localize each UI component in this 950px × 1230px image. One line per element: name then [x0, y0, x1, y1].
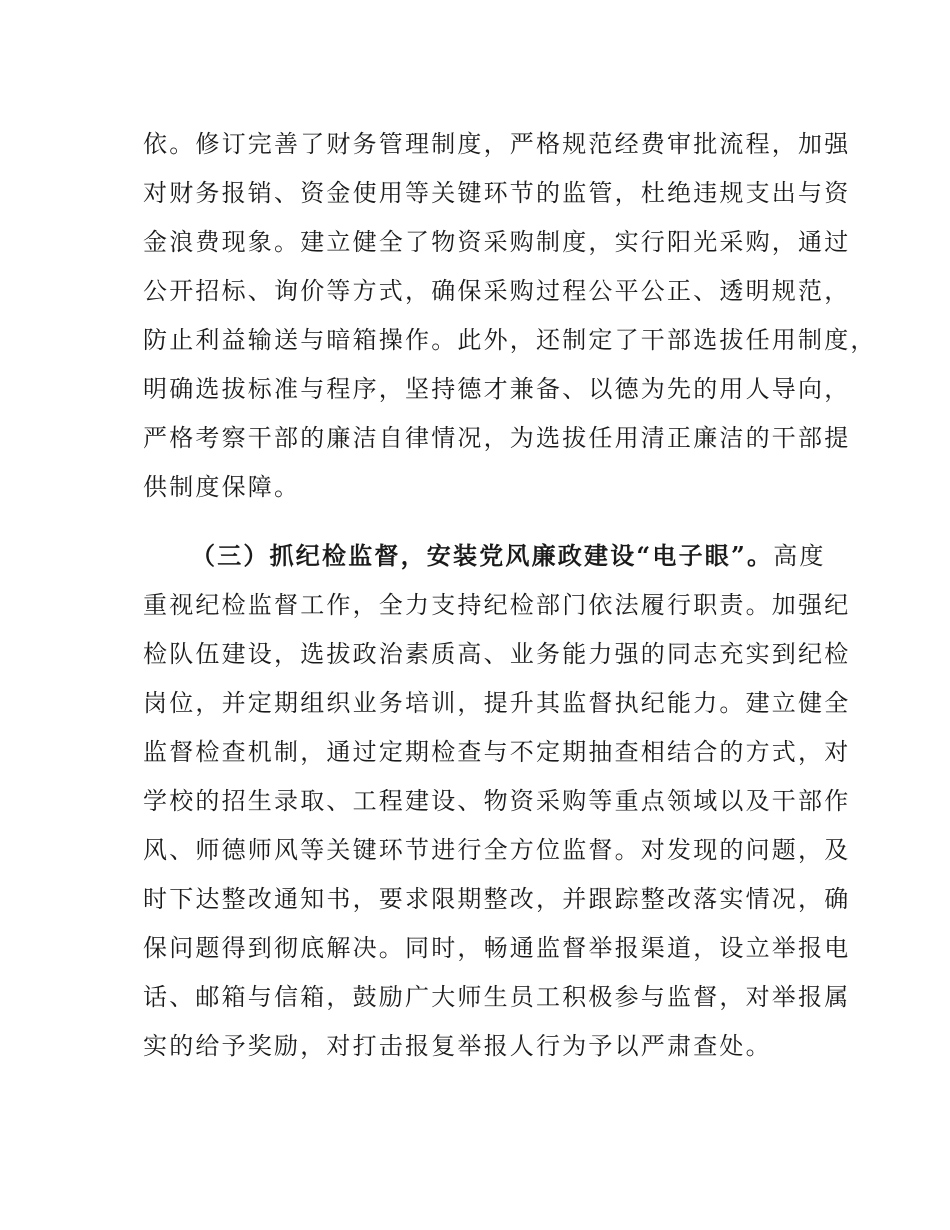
- text-line: 严格考察干部的廉洁自律情况，为选拔任用清正廉洁的干部提: [143, 424, 851, 452]
- text-line: 时下达整改通知书，要求限期整改，并跟踪整改落实情况，确: [143, 885, 851, 913]
- section-heading: （三）抓纪检监督，安装党风廉政建设“电子眼”。: [191, 541, 774, 570]
- text-line: 供制度保障。: [143, 473, 301, 501]
- text-line: 公开招标、询价等方式，确保采购过程公平公正、透明规范，: [143, 277, 851, 305]
- text-line: 实的给予奖励，对打击报复举报人行为予以严肃查处。: [143, 1032, 772, 1060]
- text-line: 岗位，并定期组织业务培训，提升其监督执纪能力。建立健全: [143, 689, 851, 717]
- text-line: 金浪费现象。建立健全了物资采购制度，实行阳光采购，通过: [143, 228, 851, 256]
- text-line: 风、师德师风等关键环节进行全方位监督。对发现的问题，及: [143, 836, 851, 864]
- text-line: 对财务报销、资金使用等关键环节的监管，杜绝违规支出与资: [143, 179, 851, 207]
- text-line: 话、邮箱与信箱，鼓励广大师生员工积极参与监督，对举报属: [143, 983, 851, 1011]
- text-line: 依。修订完善了财务管理制度，严格规范经费审批流程，加强: [143, 130, 851, 158]
- text-line: 监督检查机制，通过定期检查与不定期抽查相结合的方式，对: [143, 738, 851, 766]
- heading-line-continuation: 高度: [773, 542, 826, 570]
- text-line: 重视纪检监督工作，全力支持纪检部门依法履行职责。加强纪: [143, 591, 851, 619]
- paragraph-2-first-line: [191, 540, 826, 572]
- text-line: 检队伍建设，选拔政治素质高、业务能力强的同志充实到纪检: [143, 640, 851, 668]
- text-line: 明确选拔标准与程序，坚持德才兼备、以德为先的用人导向，: [143, 375, 851, 403]
- text-line: 学校的招生录取、工程建设、物资采购等重点领域以及干部作: [143, 787, 851, 815]
- text-line: 保问题得到彻底解决。同时，畅通监督举报渠道，设立举报电: [143, 934, 851, 962]
- text-line: 防止利益输送与暗箱操作。此外，还制定了干部选拔任用制度，: [143, 326, 877, 354]
